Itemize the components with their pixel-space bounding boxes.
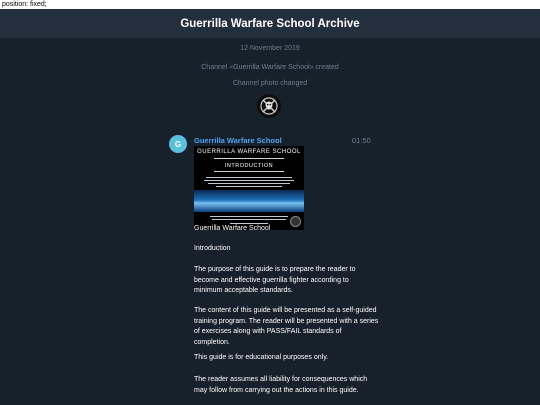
message-paragraph: The reader assumes all liability for consequences which may follow from carrying out the actions in this guide. (194, 376, 368, 394)
header-bar (0, 9, 540, 39)
message-photo[interactable] (194, 146, 304, 230)
page-title: Guerrilla Warfare School Archive (180, 17, 360, 30)
service-message-created: Channel «Guerrilla Warfare School» created (201, 64, 339, 71)
message-paragraph: The purpose of this guide is to prepare the reader to become and effective guerrilla fighter according to minimum acceptable standards. (194, 266, 356, 294)
message-paragraph: Introduction (194, 245, 231, 252)
cover-subtitle: INTRODUCTION (224, 163, 274, 169)
message-paragraph: The content of this guide will be presented as a self-guided training program. The reader will be presented with a series of exercises along with PASS/FAIL standards of completion. (194, 307, 379, 346)
cover-title: GUERRILLA WARFARE SCHOOL (197, 149, 301, 155)
channel-photo[interactable] (257, 94, 281, 118)
service-message-photo-changed: Channel photo changed (232, 80, 308, 87)
message-paragraph: Guerrilla Warfare School (194, 225, 271, 232)
cover-water-image (194, 190, 304, 212)
author-avatar[interactable] (169, 135, 187, 153)
message-timestamp: 01:50 (352, 136, 371, 145)
skull-emblem-icon (259, 96, 279, 116)
cover-text-line (216, 186, 282, 187)
cover-text-line (208, 183, 290, 184)
channel-archive-view (0, 9, 540, 405)
cover-text-line (206, 177, 292, 178)
cover-text-line (204, 180, 294, 181)
cover-divider (214, 158, 284, 159)
cover-text-line (212, 219, 286, 220)
cover-divider (214, 171, 284, 172)
date-separator: 12 November 2019 (240, 45, 300, 52)
message-author[interactable]: Guerrilla Warfare School (194, 136, 282, 145)
message-paragraph: This guide is for educational purposes only. (194, 354, 329, 361)
cover-text-line (210, 216, 288, 217)
avatar-letter: G (174, 139, 182, 149)
debug-overlay-text: position: fixed; (2, 1, 47, 8)
